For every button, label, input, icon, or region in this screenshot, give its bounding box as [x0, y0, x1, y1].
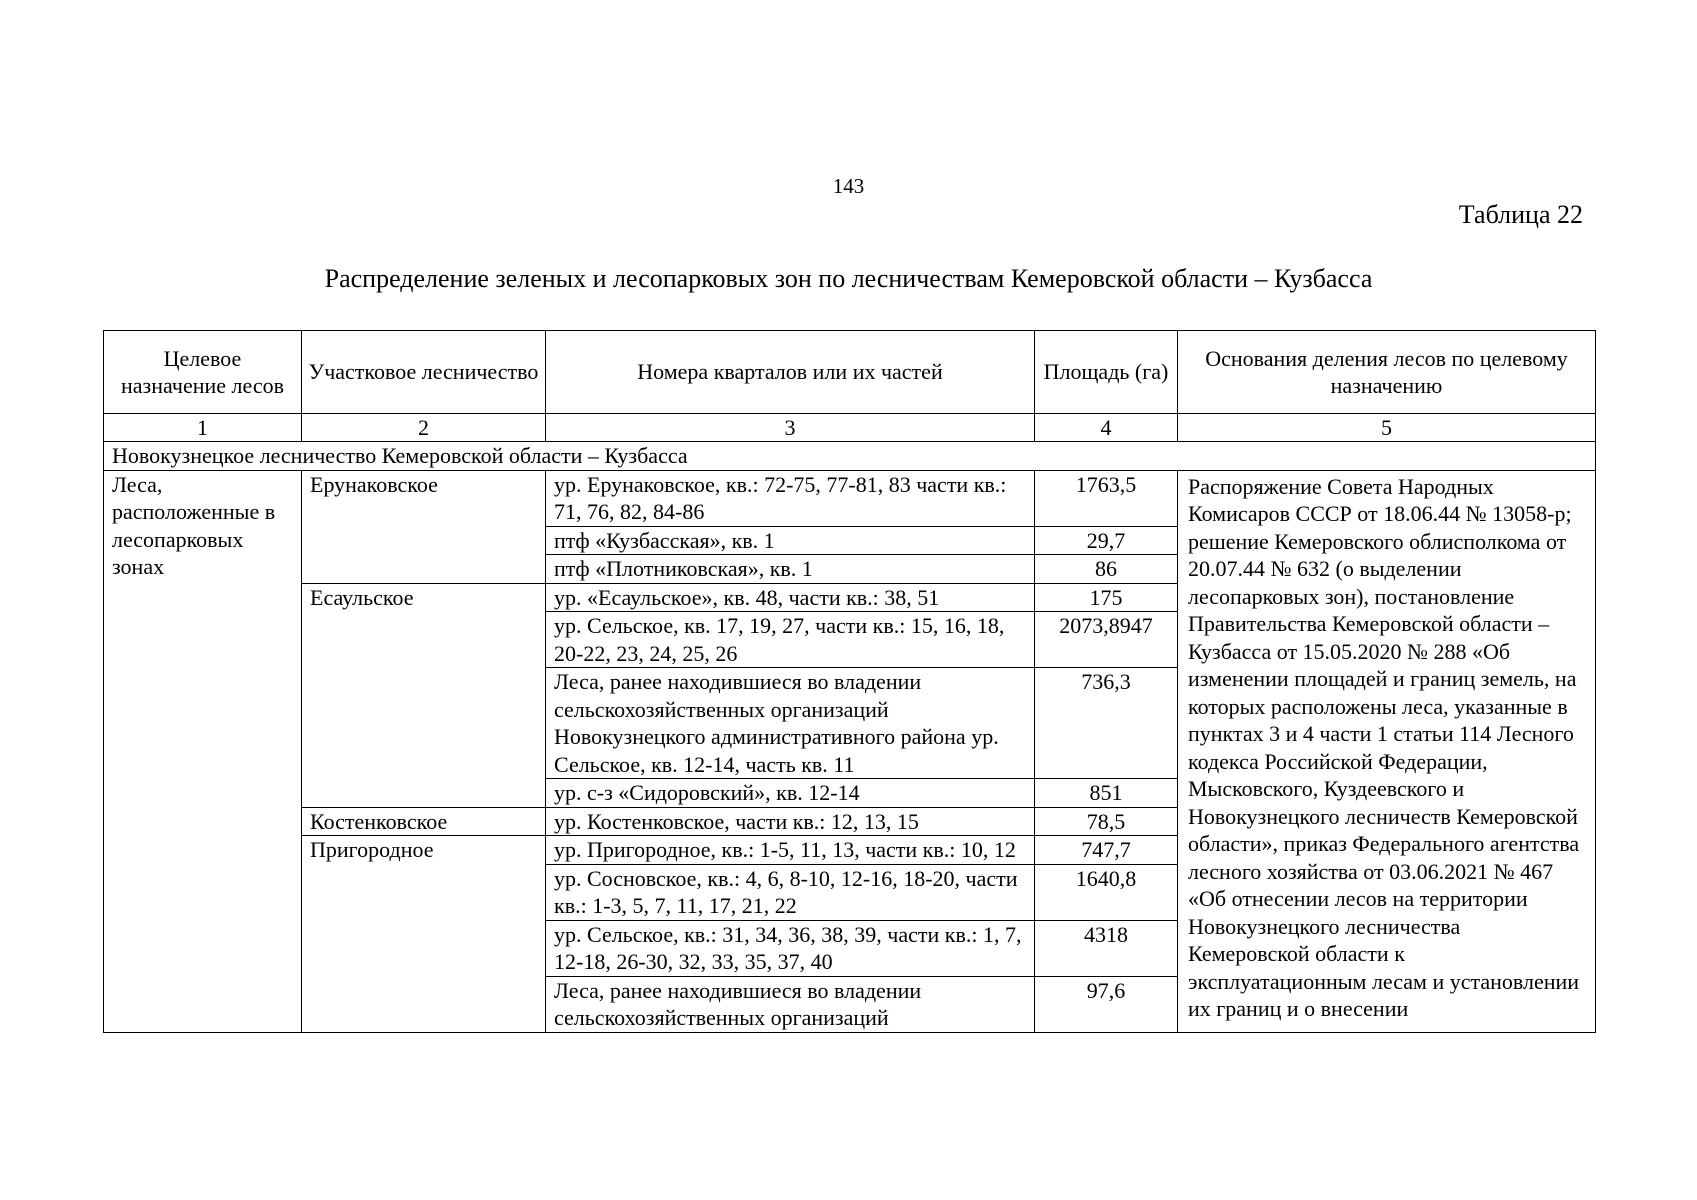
area-cell: 1763,5: [1035, 470, 1178, 526]
purpose-cell: Леса, расположенные в лесопарковых зонах: [104, 470, 302, 1032]
table-title: Распределение зеленых и лесопарковых зон по лесничествам Кемеровской области – Кузбасса: [324, 264, 1373, 293]
area-cell: 175: [1035, 583, 1178, 612]
section-row: [104, 442, 1596, 471]
quarters-cell: ур. с-з «Сидоровский», кв. 12-14: [546, 779, 1035, 808]
header-district: Участковое лесничество: [302, 331, 546, 414]
quarters-cell: Леса, ранее находившиеся во владении сельскохозяйственных организаций Новокузнецкого административного района ур. Сельское, кв. 12-14, часть кв. 11: [546, 668, 1035, 779]
header-basis: Основания деления лесов по целевому назначению: [1178, 331, 1596, 414]
quarters-cell: ур. Сосновское, кв.: 4, 6, 8-10, 12-16, 18-20, части кв.: 1-3, 5, 7, 11, 17, 21, 22: [546, 864, 1035, 920]
header-purpose: Целевое назначение лесов: [104, 331, 302, 414]
quarters-cell: птф «Кузбасская», кв. 1: [546, 526, 1035, 555]
area-cell: 4318: [1035, 920, 1178, 976]
header-quarters: Номера кварталов или их частей: [546, 331, 1035, 414]
quarters-cell: ур. «Есаульское», кв. 48, части кв.: 38, 51: [546, 583, 1035, 612]
column-numbers-row: [104, 414, 1596, 442]
district-cell: Костенковское: [302, 807, 546, 836]
quarters-cell: Леса, ранее находившиеся во владении сельскохозяйственных организаций: [546, 976, 1035, 1032]
table-row: [104, 470, 1596, 526]
district-cell: Есаульское: [302, 583, 546, 807]
quarters-cell: птф «Плотниковская», кв. 1: [546, 555, 1035, 584]
quarters-cell: ур. Костенковское, части кв.: 12, 13, 15: [546, 807, 1035, 836]
quarters-cell: ур. Сельское, кв.: 31, 34, 36, 38, 39, части кв.: 1, 7, 12-18, 26-30, 32, 33, 35, 37, 40: [546, 920, 1035, 976]
column-number: 5: [1178, 414, 1596, 442]
district-cell: Ерунаковское: [302, 470, 546, 583]
page-number: 143: [832, 174, 865, 198]
column-number: 2: [302, 414, 546, 442]
forest-zones-table: [103, 330, 1596, 1033]
area-cell: 97,6: [1035, 976, 1178, 1032]
column-number: 3: [546, 414, 1035, 442]
area-cell: 78,5: [1035, 807, 1178, 836]
quarters-cell: ур. Пригородное, кв.: 1-5, 11, 13, части кв.: 10, 12: [546, 836, 1035, 865]
area-cell: 2073,8947: [1035, 612, 1178, 668]
district-cell: Пригородное: [302, 836, 546, 1033]
table-label: Таблица 22: [1458, 200, 1583, 229]
area-cell: 1640,8: [1035, 864, 1178, 920]
header-area: Площадь (га): [1035, 331, 1178, 414]
column-number: 4: [1035, 414, 1178, 442]
area-cell: 747,7: [1035, 836, 1178, 865]
area-cell: 29,7: [1035, 526, 1178, 555]
section-title: Новокузнецкое лесничество Кемеровской области – Кузбасса: [104, 442, 1596, 471]
quarters-cell: ур. Сельское, кв. 17, 19, 27, части кв.: 15, 16, 18, 20-22, 23, 24, 25, 26: [546, 612, 1035, 668]
area-cell: 851: [1035, 779, 1178, 808]
basis-cell: Распоряжение Совета Народных Комисаров СССР от 18.06.44 № 13058-р; решение Кемеровского облисполкома от 20.07.44 № 632 (о выделении лесопарковых зон), постановление Правительства Кемеровской области – Кузбасса от 15.05.2020 № 288 «Об изменении площадей и границ земель, на которых расположены леса, указанные в пунктах 3 и 4 части 1 статьи 114 Лесного кодекса Российской Федерации, Мысковского, Куздеевского и Новокузнецкого лесничеств Кемеровской области», приказ Федерального агентства лесного хозяйства от 03.06.2021 № 467 «Об отнесении лесов на территории Новокузнецкого лесничества Кемеровской области к эксплуатационным лесам и установлении их границ и о внесении: [1178, 470, 1596, 1032]
area-cell: 86: [1035, 555, 1178, 584]
quarters-cell: ур. Ерунаковское, кв.: 72-75, 77-81, 83 части кв.: 71, 76, 82, 84-86: [546, 470, 1035, 526]
area-cell: 736,3: [1035, 668, 1178, 779]
column-number: 1: [104, 414, 302, 442]
header-row: [104, 331, 1596, 414]
